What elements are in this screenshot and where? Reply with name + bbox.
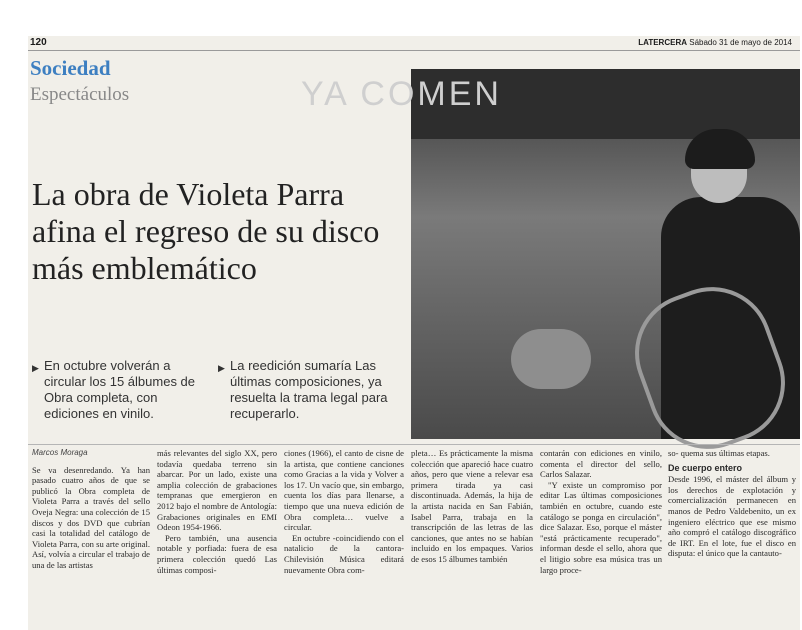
article-column-5 <box>540 448 662 630</box>
triangle-bullet-icon: ▶ <box>218 363 225 373</box>
column-text: "Y existe un compromiso por editar Las últimas composiciones también en octubre, cuando este catálogo se ponga en circulación", dice Salazar. Eso, porque el máster "está prácticamente recuperado", informan desde el sello, ahora que el litigio sobre esa música tras un largo proce- <box>540 479 662 575</box>
photo-foliage <box>511 329 591 389</box>
headline: La obra de Violeta Parra afina el regreso de su disco más emblemático <box>32 176 380 286</box>
newspaper-dateline <box>638 38 792 47</box>
column-divider-rule <box>28 444 800 445</box>
deck-text-2: La reedición sumaría Las últimas composiciones, ya resuelta la trama legal para recuperarlo. <box>230 358 388 421</box>
page-number: 120 <box>30 37 47 48</box>
deck-item-1 <box>32 358 202 422</box>
article-column-1 <box>32 448 150 630</box>
column-text: contarán con ediciones en vinilo, comenta el director del sello, Carlos Salazar. <box>540 448 662 480</box>
column-text: En octubre -coincidiendo con el natalicio de la cantora- Chilevisión Música editará nuevamente Obra com- <box>284 532 404 575</box>
triangle-bullet-icon: ▶ <box>32 363 39 373</box>
newspaper-name: LATERCERA <box>638 38 688 47</box>
photo-figure-hair <box>685 129 755 169</box>
column-text: pleta… Es prácticamente la misma colección que apareció hace cuatro años, pero que viene a relevar esa primera tirada ya casi discontinuada. Además, la hija de la artista nacida en San Fabián, Isabel Parra, trabaja en la transcripción de las letras de las canciones, que antes no se habían incluido en los empaques. Varios de esos 15 álbumes también <box>411 448 533 564</box>
column-text: Desde 1996, el máster del álbum y los derechos de explotación y comercialización permanecen en manos de Pedro Valdebenito, un ex ingeniero eléctrico que ese mismo año compró el catálogo discográfico de IRT. En el lote, fue el disco en disputa: el único que la cantauto- <box>668 474 796 559</box>
page-header-bar <box>28 36 800 51</box>
article-column-4 <box>411 448 533 630</box>
article-column-6 <box>668 448 796 630</box>
column-text: ciones (1966), el canto de cisne de la artista, que contiene canciones como Gracias a la vida y Volver a los 17. Un vacío que, sin embargo, cuenta los días para llenarse, a tiempo que una nueva edición de Obra completa… vuelve a circular. <box>284 448 404 533</box>
deck-text-1: En octubre volverán a circular los 15 álbumes de Obra completa, con ediciones en vinilo. <box>44 358 196 421</box>
deck-item-2 <box>218 358 403 422</box>
article-body <box>28 448 800 630</box>
section-title: Sociedad <box>30 56 111 80</box>
column-text: más relevantes del siglo XX, pero todavía quedaba terreno sin abarcar. Por un lado, existe una amplia colección de grabaciones tempranas que emergieron en 2012 bajo el nombre de Antología: Grabaciones originales en EMI Odeon 1954-1966. <box>157 448 277 533</box>
column-text: Se va desenredando. Ya han pasado cuatro años de que se publicó la Obra completa de Violeta Parra a través del sello Oveja Negra: una colección de 15 discos y dos DVD que cubrían casi la totalidad del catálogo de Violeta Parra, con su arte original. Así, volvía a circular el trabajo de una de las artistas <box>32 464 150 570</box>
article-column-2 <box>157 448 277 630</box>
column-text: Pero también, una ausencia notable y porfiada: fuera de esa primera colección quedó Las últimas composi- <box>157 532 277 575</box>
column-text: so- quema sus últimas etapas. <box>668 448 770 458</box>
subsection-title: Espectáculos <box>30 84 130 105</box>
newspaper-page <box>28 36 800 630</box>
article-subhead: De cuerpo entero <box>668 462 743 473</box>
byline: Marcos Moraga <box>32 448 88 457</box>
publication-date: Sábado 31 de mayo de 2014 <box>689 38 792 47</box>
photo-sign-text: YA COMEN <box>301 75 502 113</box>
article-column-3 <box>284 448 404 630</box>
